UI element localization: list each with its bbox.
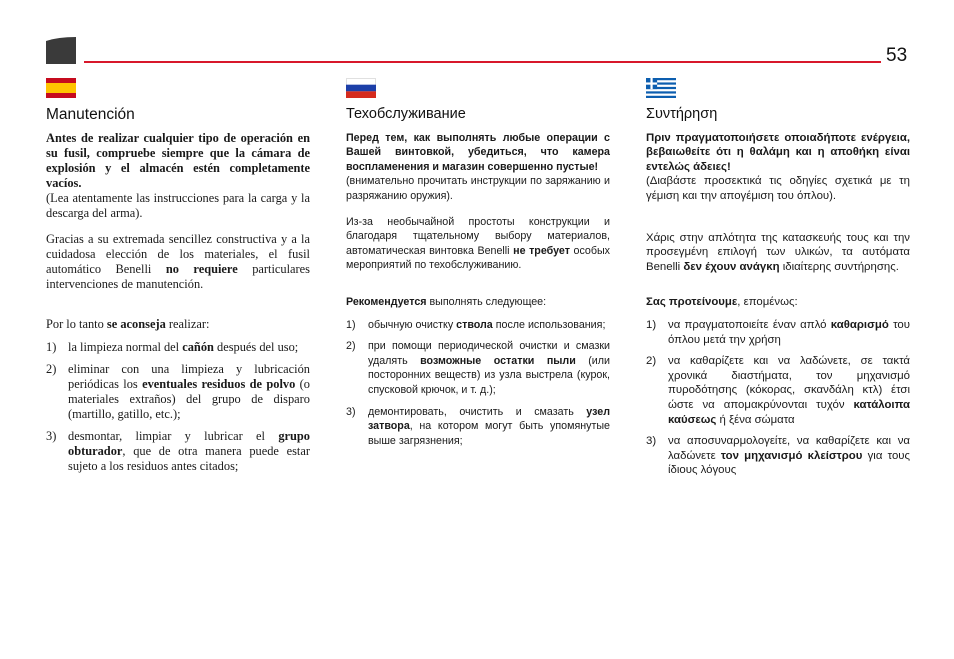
section-title: Техобслуживание (346, 106, 466, 122)
corner-tab-icon (46, 37, 76, 64)
note-text: (Lea atentamente las instrucciones para la carga y la descarga del arma). (46, 191, 310, 220)
list-item: 1) να πραγματοποιείτε έναν απλό καθαρισμό του όπλου μετά την χρήση (646, 318, 910, 346)
page-number: 53 (886, 45, 908, 66)
warning-text: Πριν πραγματοποιήσετε οποιαδήποτε ενέργεια, βεβαιωθείτε ότι η θαλάμη και η αποθήκη είναι εντελώς άδειες! (646, 131, 910, 173)
column-greek (646, 78, 910, 485)
column-spanish (46, 78, 310, 481)
note-text: (внимательно прочитать инструкции по заряжанию и разряжанию оружия). (346, 175, 610, 202)
greece-flag-icon (646, 78, 676, 98)
header-rule (84, 61, 881, 63)
spain-flag-icon (46, 78, 76, 98)
warning-text: Перед тем, как выполнять любые операции с Вашей винтовкой, убедиться, что камера воспламенения и магазин совершенно пустые! (346, 131, 610, 173)
section-title: Συντήρηση (646, 106, 718, 122)
list-item: 2) eliminar con una limpieza y lubricación periódicas los eventuales residuos de polvo (o materiales extraños) del grupo de disparo (martillo, gatillo, etc.); (46, 362, 310, 421)
list-item: 2) при помощи периодической очистки и смазки удалять возможные остатки пыли (или посторонних веществ) из узла выстрела (курок, спусковой крючок, и т. д.); (346, 340, 610, 396)
list-item: 3) демонтировать, очистить и смазать узел затвора, на котором могут быть упомянутые выше загрязнения; (346, 405, 610, 447)
maintenance-list (46, 340, 310, 474)
warning-text: Antes de realizar cualquier tipo de operación en su fusil, compruebe siempre que la cámara de explosión y el almacén estén completamente vacíos. (46, 131, 310, 190)
intro-paragraph: Χάρις στην απλότητα της κατασκευής τους και την προσεγμένη επιλογή των υλικών, τα αυτόματα Benelli δεν έχουν ανάγκη ιδιαίτερης συντήρησης. (646, 231, 910, 273)
maintenance-list (346, 318, 610, 449)
lead-text: Por lo tanto se aconseja realizar: (46, 317, 210, 331)
list-item: 3) να αποσυναρμολογείτε, να καθαρίζετε και να λαδώνετε τον μηχανισμό κλείστρου για τους ίδιους λόγους (646, 435, 910, 477)
maintenance-list (646, 318, 910, 478)
lead-text: Σας προτείνουμε, επομένως: (646, 296, 798, 309)
lead-text: Рекомендуется выполнять следующее: (346, 295, 547, 308)
note-text: (Διαβάστε προσεκτικά τις οδηγίες σχετικά με τη γέμιση και την απογέμιση του όπλου). (646, 175, 910, 202)
section-title: Manutención (46, 106, 135, 123)
intro-paragraph: Gracias a su extremada sencillez constructiva y a la cuidadosa elección de los materiales, el fusil automático Benelli no requiere particulares intervenciones de manutención. (46, 232, 310, 291)
russia-flag-icon (346, 78, 376, 98)
list-item: 1) la limpieza normal del cañón después del uso; (46, 340, 299, 354)
intro-paragraph: Из-за необычайной простоты конструкции и благодаря тщательному выбору материалов, автоматическая винтовка Benelli не требует особых мероприятий по техобслуживанию. (346, 215, 610, 272)
list-item: 2) να καθαρίζετε και να λαδώνετε, σε τακτά χρονικά διαστήματα, τον μηχανισμό πυροδότησης (κόκορας, σκανδάλη κτλ) έτσι ώστε να απομακρύνονται τυχόν κατάλοιπα καύσεως ή ξένα σώματα (646, 355, 910, 426)
list-item: 1) обычную очистку ствола после использования; (346, 318, 606, 331)
column-russian (346, 78, 610, 455)
list-item: 3) desmontar, limpiar y lubricar el grupo obturador, que de otra manera puede estar sujeto a los residuos antes citados; (46, 429, 310, 473)
